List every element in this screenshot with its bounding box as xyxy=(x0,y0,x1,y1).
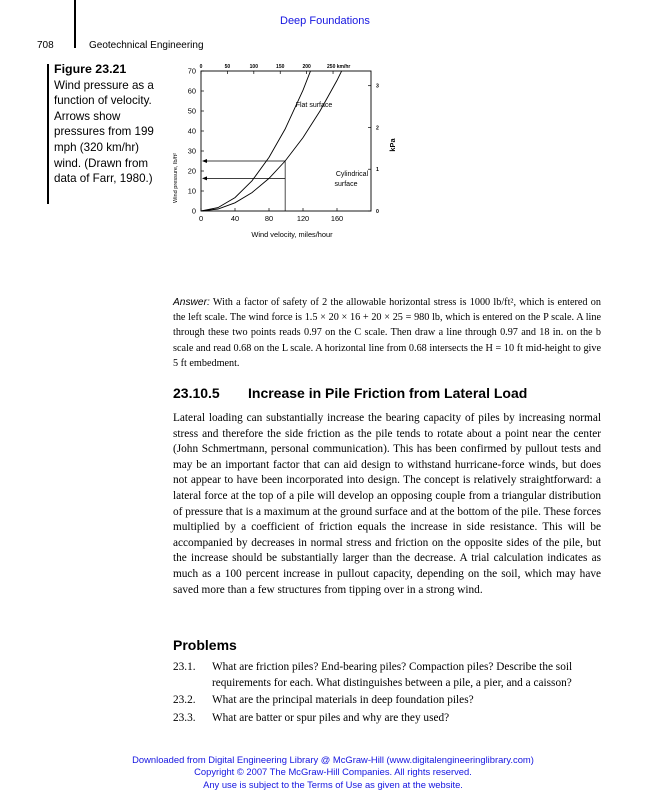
problem-item xyxy=(173,693,601,709)
pressure-arrows xyxy=(202,159,285,211)
cylindrical-label-line1: Cylindrical xyxy=(335,171,369,178)
y-tick-label: 0 xyxy=(191,206,196,216)
plot-frame xyxy=(201,71,371,211)
problem-text: What are friction piles? End-bearing piles? Compaction piles? Describe the soil requirements for each. What distinguishes between a pile, a pier, and a caisson? xyxy=(212,661,573,689)
series-lines xyxy=(201,60,371,211)
y-tick-label: 40 xyxy=(187,126,196,136)
y-tick-label: 30 xyxy=(187,146,196,156)
caption-text: Wind pressure as a function of velocity. Arrows show pressures from 199 mph (320 km/hr) wind. (Drawn from data of Farr, 1980.) xyxy=(54,78,154,186)
problem-number: 23.3. xyxy=(173,711,196,724)
figure-caption xyxy=(54,62,160,187)
chart-annotations xyxy=(296,102,369,188)
problem-text: What are the principal materials in deep foundation piles? xyxy=(212,694,474,707)
top-tick-label: 200 xyxy=(302,64,311,70)
right-tick-label: 1 xyxy=(376,167,379,174)
wind-pressure-chart xyxy=(164,60,404,245)
cylindrical-label-line2: surface xyxy=(334,181,358,188)
x-tick-label: 120 xyxy=(296,214,310,223)
section-heading xyxy=(173,385,527,401)
x-tick-label: 160 xyxy=(330,214,344,223)
footer-download-link[interactable]: Downloaded from Digital Engineering Library @ McGraw-Hill (www.digitalengineeringlibrary.com) xyxy=(132,754,534,765)
x-tick-label: 40 xyxy=(230,214,240,223)
answer-text: With a factor of safety of 2 the allowable horizontal stress is 1000 lb/ft², which is entered on the left scale. The wind force is 1.5 × 20 × 16 + 20 × 25 = 980 lb, which is entered on the P scale. A line through these two points reads 0.97 on the C scale. Then draw a line through 0.97 and 18 in. on the b scale and read 0.68 on the L scale. A horizontal line from 0.68 intersects the H = 10 ft mid-height to give 5 ft embedment. xyxy=(173,297,601,369)
x-tick-label: 80 xyxy=(264,214,274,223)
problem-number: 23.2. xyxy=(173,694,196,707)
caption-bar xyxy=(47,64,49,204)
header-rule xyxy=(74,0,76,48)
problem-item xyxy=(173,711,601,727)
section-title-text: Increase in Pile Friction from Lateral Load xyxy=(248,385,528,401)
footer-copyright: Copyright © 2007 The McGraw-Hill Companies. All rights reserved. xyxy=(194,766,472,778)
y-axis-label: Wind pressure, lb/ft² xyxy=(173,152,179,204)
section-paragraph: Lateral loading can substantially increase the bearing capacity of piles by increasing normal stress and therefore the side friction as the pile tends to rotate about a point near the center (John Schmertmann, personal communication). This has been confirmed by pullout tests and may be an important factor that can aid design to withstand hurricane-force winds, but does not appear to have been incorporated into design. The concept is relatively straightforward: a lateral force at the top of a pile will develop an opposing couple from a triangular distribution of pressure that is a maximum at the ground surface and at the bottom of the pile. These forces multiplied by a coefficient of friction equals the increase in side resistance. This will be accompanied by decreases in normal stress and friction on the opposite sides of the pile, but the increase should be substantially larger than the decrease. A trial calculation indicates as much as a 100 percent increase in pullout capacity, depending on the soil, which may have saved more than a few structures from tipping over in a strong wind. xyxy=(173,412,601,596)
page-number: 708 xyxy=(37,40,54,51)
flat-surface-label: Flat surface xyxy=(295,102,333,109)
right-tick-label: 0 xyxy=(376,209,379,215)
pressure-arrowhead xyxy=(202,159,207,163)
book-title: Geotechnical Engineering xyxy=(89,40,204,51)
y-tick-label: 60 xyxy=(187,86,196,96)
problem-number: 23.1. xyxy=(173,661,196,673)
running-head xyxy=(0,0,666,60)
problems-heading: Problems xyxy=(173,637,237,653)
top-tick-label: 100 xyxy=(249,64,258,70)
top-axis xyxy=(200,64,351,74)
right-tick-label: 3 xyxy=(376,83,379,90)
answer-label: Answer: xyxy=(173,297,210,308)
right-tick-label: 2 xyxy=(376,125,379,132)
answer-paragraph xyxy=(173,295,601,371)
left-axis xyxy=(188,67,204,216)
bottom-axis xyxy=(199,208,343,223)
top-tick-label: 250 km/hr xyxy=(327,64,351,70)
top-tick-label: 0 xyxy=(199,64,203,70)
problems-list xyxy=(173,660,601,728)
figure-label: Figure 23.21 xyxy=(54,62,127,76)
y-tick-label: 10 xyxy=(187,186,196,196)
flat-surface-curve xyxy=(201,60,371,211)
section-title[interactable]: Deep Foundations xyxy=(280,15,370,27)
plot-border xyxy=(201,71,371,211)
problem-text: What are batter or spur piles and why are they used? xyxy=(212,711,450,724)
problem-item xyxy=(173,660,601,691)
top-tick-label: 150 xyxy=(276,64,285,70)
right-axis xyxy=(368,84,379,215)
x-axis-label: Wind velocity, miles/hour xyxy=(251,230,333,239)
pressure-arrowhead xyxy=(202,176,207,180)
section-number: 23.10.5 xyxy=(173,385,220,401)
right-axis-label: kPa xyxy=(388,138,397,152)
y-tick-label: 50 xyxy=(187,106,196,116)
cylindrical-surface-curve xyxy=(201,60,371,211)
y-tick-label: 20 xyxy=(187,166,196,176)
page-footer xyxy=(0,754,666,791)
y-tick-label: 70 xyxy=(187,66,196,76)
top-tick-label: 50 xyxy=(224,64,231,70)
x-tick-label: 0 xyxy=(198,214,204,223)
footer-terms-link[interactable]: Any use is subject to the Terms of Use as given at the website. xyxy=(203,778,463,790)
